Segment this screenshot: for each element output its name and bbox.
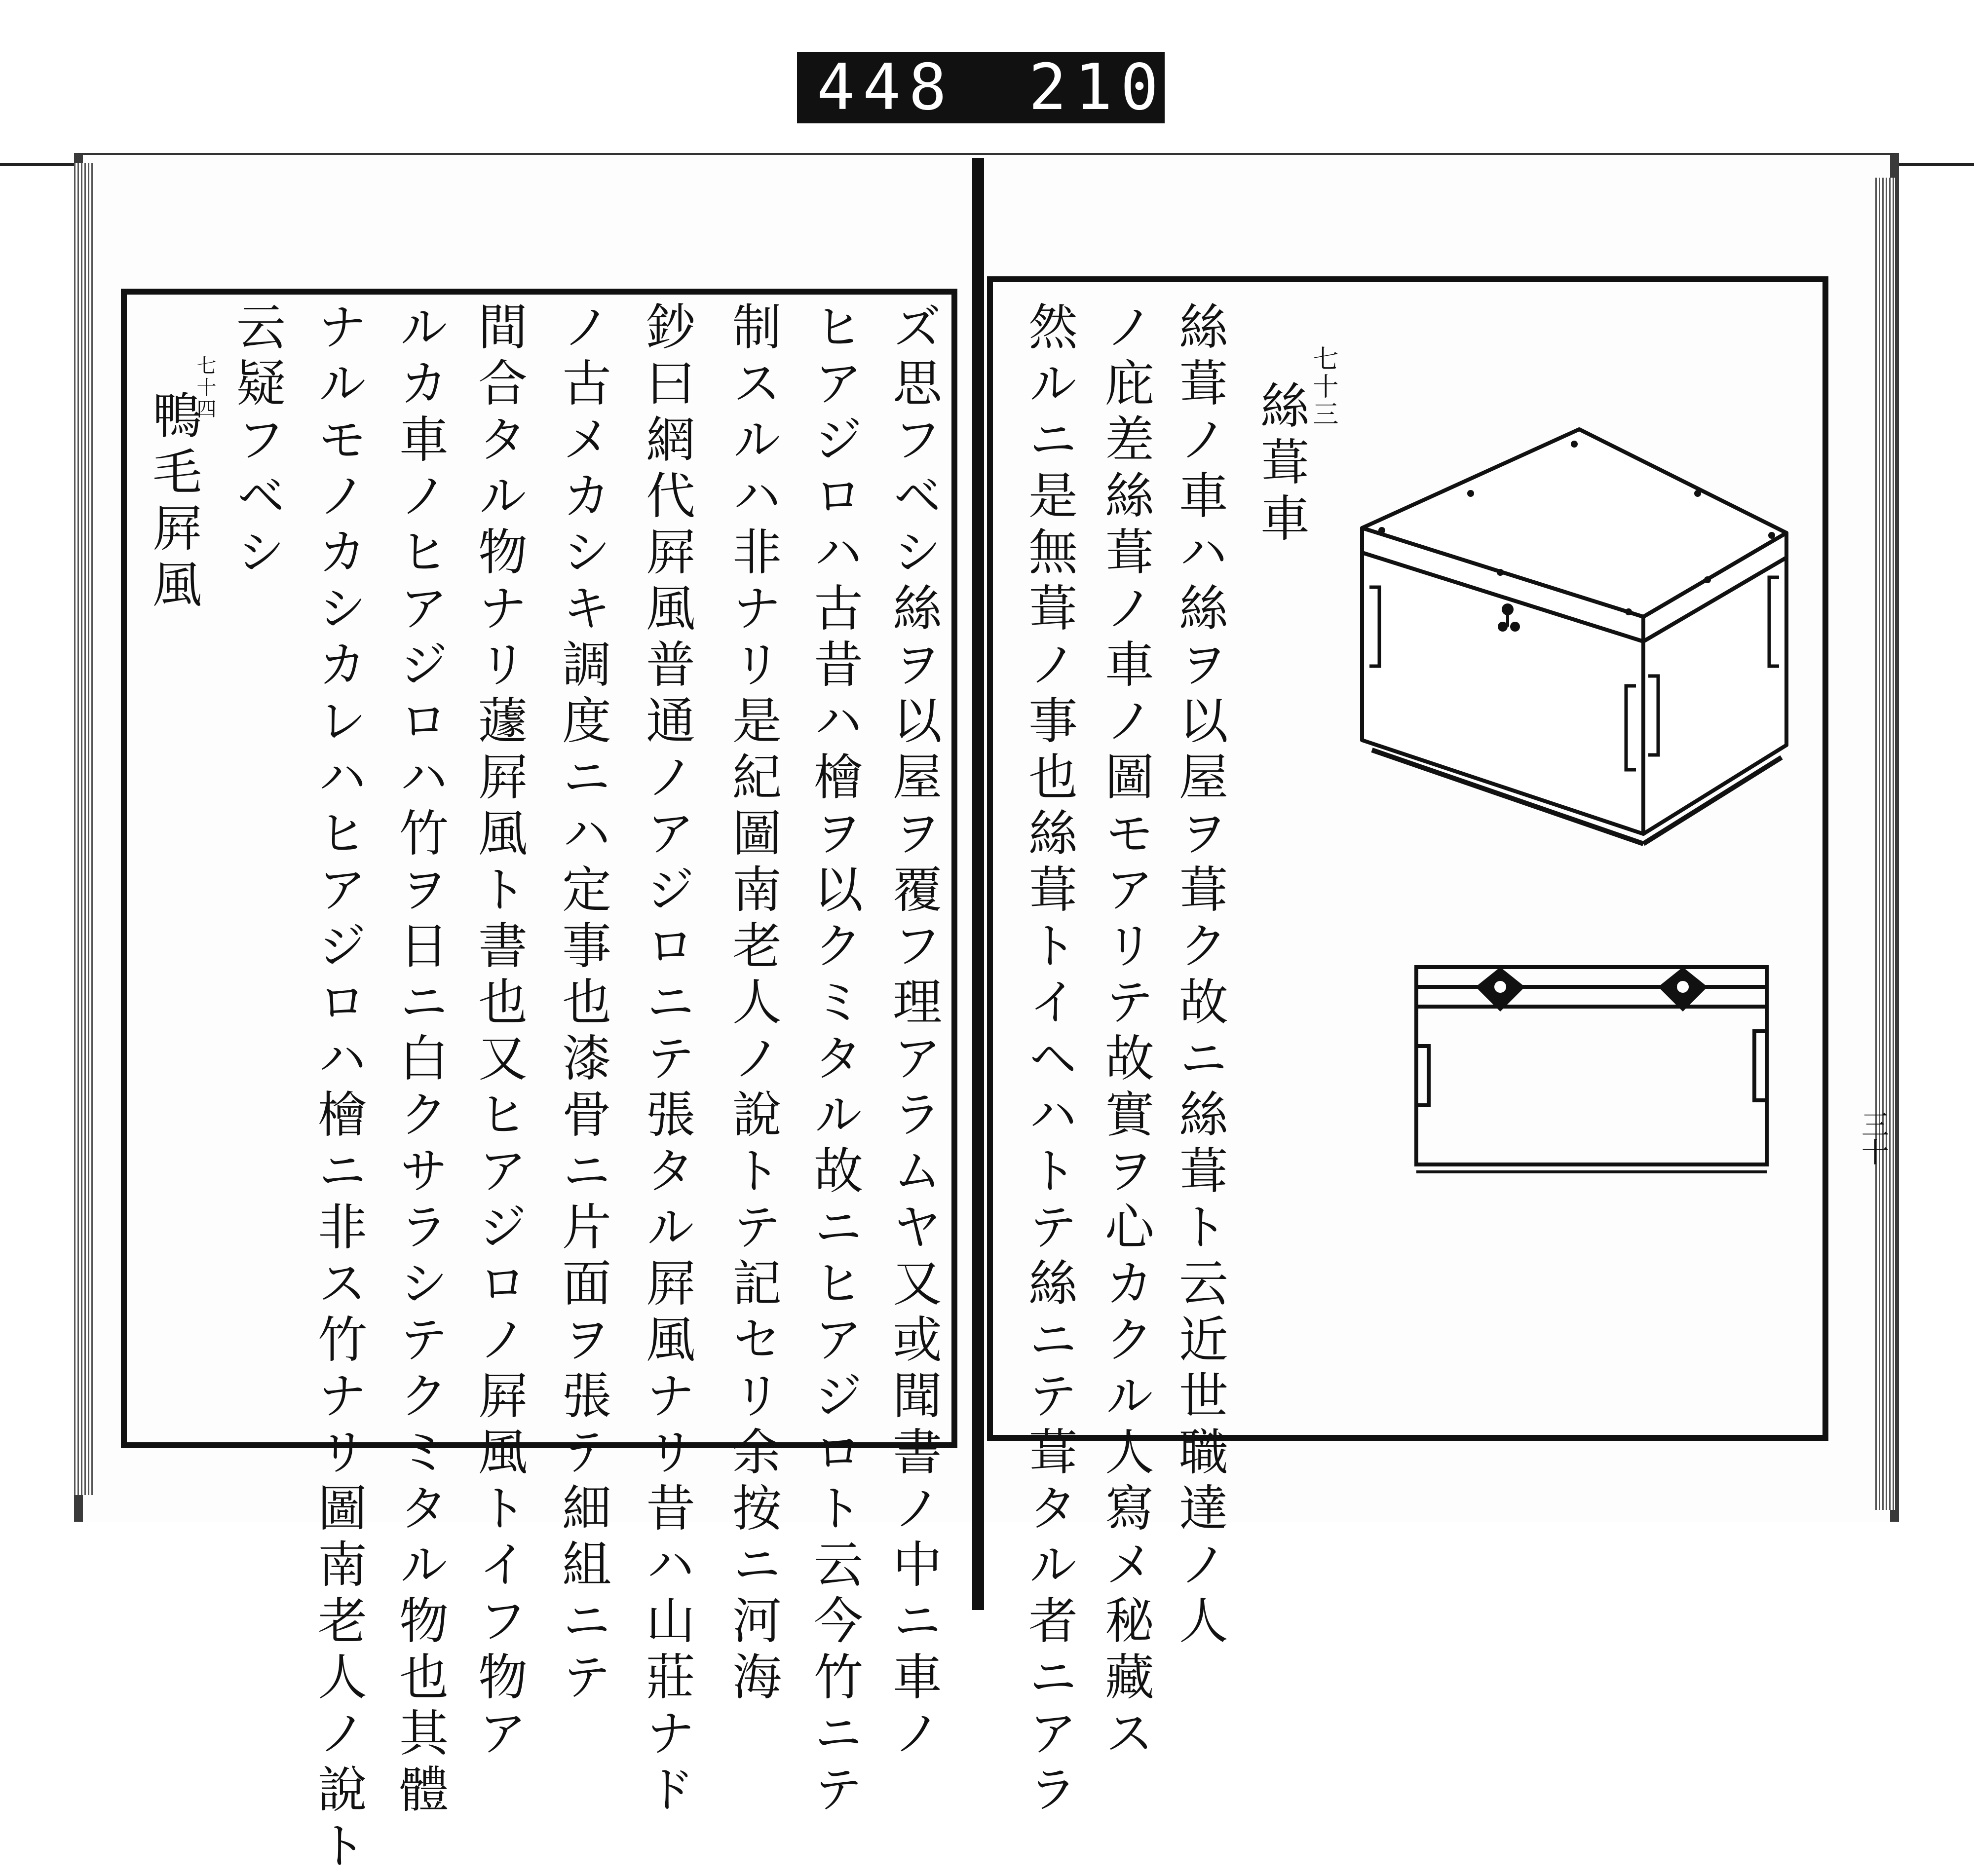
entry-title-kamoge-byobu: 鴨毛屛風: [144, 390, 202, 615]
catalog-stamp: [797, 51, 1213, 124]
stamp-right-number: 210.: [1028, 51, 1213, 124]
left-column-2: ヒアジロハ古昔ハ檜ヲ以クミタル故ニヒアジロト云今竹ニテ: [805, 301, 863, 1820]
right-column-2: ノ庇差絲葺ノ車ノ圖モアリテ故實ヲ心カクル人寫メ秘藏ス: [1097, 301, 1154, 1763]
box-illustration: [1352, 410, 1806, 854]
box-front-detail-illustration: [1406, 957, 1782, 1184]
stamp-left-number: 448: [817, 51, 955, 124]
left-page-edge: [74, 163, 94, 1495]
page-number: 三十: [1857, 1110, 1889, 1165]
right-page-edge: [1875, 178, 1895, 1510]
right-column-1: 絲葺ノ車ハ絲ヲ以屋ヲ葺ク故ニ絲葺ト云近世職達ノ人: [1171, 301, 1228, 1651]
left-column-1: ズ思フベシ絲ヲ以屋ヲ覆フ理アラムヤ又或聞書ノ中ニ車ノ: [884, 301, 942, 1763]
right-column-3: 然ルニ是無葺ノ事也絲葺トイヘハトテ絲ニテ葺タル者ニアラ: [1020, 301, 1078, 1820]
left-column-9: 云疑フベシ: [228, 301, 286, 582]
left-column-4: 鈔曰網代屛風普通ノアジロニテ張タル屛風ナリ昔ハ山莊ナド: [638, 301, 695, 1820]
left-column-6: 間合タル物ナリ蘧屛風ト書也又ヒアジロノ屛風トイフ物ア: [470, 301, 528, 1763]
entry-number-74: 七十四: [193, 355, 216, 420]
left-column-5: ノ古メカシキ調度ニハ定事也漆骨ニ片面ヲ張テ細組ニテ: [554, 301, 611, 1707]
left-column-8: ナルモノカシカレハヒアジロハ檜ニ非ス竹ナリ圖南老人ノ說ト: [309, 301, 367, 1876]
entry-number-73: 七十三: [1308, 345, 1338, 428]
book-gutter: [972, 158, 984, 1610]
left-column-3: 制スルハ非ナリ是紀圖南老人ノ說トテ記セリ余按ニ河海: [724, 301, 782, 1707]
left-column-7: ルカ車ノヒアジロハ竹ヲ日ニ白クサラシテクミタル物也其體: [391, 301, 449, 1820]
entry-title-itobuki-guruma: 絲葺車: [1252, 380, 1310, 549]
